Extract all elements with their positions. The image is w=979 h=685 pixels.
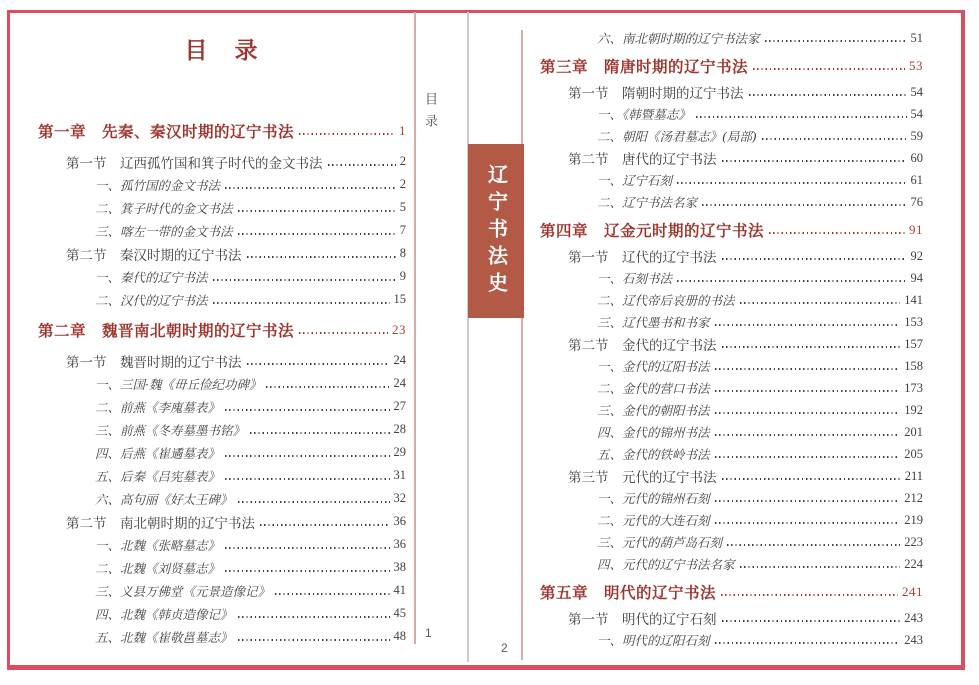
entry-page-number: 53 bbox=[909, 58, 923, 73]
entry-page-number: 201 bbox=[904, 424, 923, 439]
dotted-leader bbox=[677, 280, 906, 282]
dotted-leader bbox=[722, 160, 907, 162]
entry-page-number: 60 bbox=[910, 150, 923, 165]
dotted-leader bbox=[722, 620, 901, 622]
toc-entry-item bbox=[38, 625, 406, 648]
entry-page-number: 224 bbox=[904, 556, 923, 571]
toc-entry-section bbox=[540, 333, 923, 355]
toc-entry-item bbox=[540, 553, 923, 575]
entry-text: 二、箕子时代的金文书法 bbox=[95, 200, 233, 216]
entry-text: 第二节 金代的辽宁书法 bbox=[568, 338, 717, 353]
page-number-right: 2 bbox=[501, 641, 508, 655]
dotted-leader bbox=[225, 455, 389, 457]
dotted-leader bbox=[247, 256, 396, 258]
toc-entry-item bbox=[540, 399, 923, 421]
entry-page-number: 2 bbox=[399, 154, 406, 168]
dotted-leader bbox=[213, 279, 396, 281]
entry-text: 一、明代的辽阳石刻 bbox=[597, 633, 710, 648]
toc-entry-item bbox=[540, 509, 923, 531]
toc-entry-item bbox=[38, 418, 406, 441]
spine-toc-label: 目录 bbox=[423, 92, 438, 136]
entry-page-number: 192 bbox=[904, 402, 923, 417]
entry-text: 一、金代的辽阳书法 bbox=[597, 359, 710, 374]
entry-text: 第一节 辽西孤竹国和箕子时代的金文书法 bbox=[66, 155, 323, 171]
dotted-leader bbox=[225, 570, 389, 572]
toc-entry-item bbox=[38, 265, 406, 288]
dotted-leader bbox=[238, 210, 396, 212]
dotted-leader bbox=[749, 94, 907, 96]
entry-text: 一、石刻书法 bbox=[597, 271, 673, 286]
entry-page-number: 141 bbox=[904, 292, 923, 307]
dotted-leader bbox=[238, 501, 390, 503]
page-edge-rule-middle bbox=[467, 12, 469, 662]
entry-text: 二、辽宁书法名家 bbox=[597, 195, 698, 210]
toc-entry-item bbox=[540, 169, 923, 191]
entry-text: 第一节 明代的辽宁石刻 bbox=[568, 612, 717, 627]
entry-page-number: 24 bbox=[393, 376, 406, 390]
entry-text: 二、前燕《李廆墓表》 bbox=[95, 399, 221, 415]
entry-page-number: 5 bbox=[399, 200, 406, 214]
toc-title: 目 录 bbox=[184, 38, 260, 63]
dotted-leader bbox=[715, 522, 901, 524]
dotted-leader bbox=[247, 363, 390, 365]
entry-text: 三、喀左一带的金文书法 bbox=[95, 223, 233, 239]
toc-entry-item bbox=[38, 533, 406, 556]
toc-entry-item bbox=[38, 579, 406, 602]
toc-entry-section bbox=[38, 349, 406, 372]
dotted-leader bbox=[702, 204, 906, 206]
entry-page-number: 91 bbox=[909, 222, 923, 237]
entry-page-number: 54 bbox=[910, 106, 923, 121]
dotted-leader bbox=[762, 138, 907, 140]
toc-entry-item bbox=[540, 311, 923, 333]
dotted-leader bbox=[275, 593, 389, 595]
entry-text: 六、南北朝时期的辽宁书法家 bbox=[597, 31, 760, 46]
entry-page-number: 205 bbox=[904, 446, 923, 461]
entry-page-number: 241 bbox=[902, 584, 923, 599]
entry-text: 第一节 隋朝时期的辽宁书法 bbox=[568, 86, 744, 101]
dotted-leader bbox=[238, 233, 396, 235]
dotted-leader bbox=[225, 409, 389, 411]
entry-text: 四、金代的锦州书法 bbox=[597, 425, 710, 440]
dotted-leader bbox=[715, 500, 901, 502]
dotted-leader bbox=[740, 302, 901, 304]
dotted-leader bbox=[721, 594, 898, 596]
entry-text: 五、后秦《吕宪墓表》 bbox=[95, 468, 221, 484]
entry-text: 五、金代的铁岭书法 bbox=[597, 447, 710, 462]
entry-text: 二、辽代帝后哀册的书法 bbox=[597, 293, 735, 308]
toc-entry-item bbox=[38, 173, 406, 196]
toc-entry-item bbox=[38, 196, 406, 219]
dotted-leader bbox=[225, 547, 389, 549]
dotted-leader bbox=[715, 324, 901, 326]
entry-text: 第一章 先秦、秦汉时期的辽宁书法 bbox=[38, 124, 295, 141]
entry-text: 三、前燕《冬寿墓墨书铭》 bbox=[95, 422, 246, 438]
entry-text: 二、金代的营口书法 bbox=[597, 381, 710, 396]
entry-page-number: 223 bbox=[904, 534, 923, 549]
entry-text: 六、高句丽《好太王碑》 bbox=[95, 491, 233, 507]
entry-text: 第三章 隋唐时期的辽宁书法 bbox=[540, 59, 749, 76]
entry-page-number: 7 bbox=[399, 223, 406, 237]
toc-entry-item bbox=[540, 421, 923, 443]
entry-text: 第二节 唐代的辽宁书法 bbox=[568, 152, 717, 167]
toc-entry-item bbox=[540, 377, 923, 399]
toc-entry-item bbox=[38, 441, 406, 464]
entry-text: 三、金代的朝阳书法 bbox=[597, 403, 710, 418]
entry-page-number: 94 bbox=[910, 270, 923, 285]
entry-page-number: 243 bbox=[904, 610, 923, 625]
entry-text: 一、《韩暨墓志》 bbox=[597, 107, 691, 122]
entry-page-number: 36 bbox=[393, 514, 406, 528]
entry-page-number: 29 bbox=[393, 445, 406, 459]
entry-page-number: 54 bbox=[910, 84, 923, 99]
page-edge-rule-left bbox=[414, 12, 416, 644]
toc-entry-section bbox=[38, 150, 406, 173]
dotted-leader bbox=[677, 182, 906, 184]
entry-text: 第五章 明代的辽宁书法 bbox=[540, 585, 717, 602]
entry-page-number: 24 bbox=[393, 353, 406, 367]
dotted-leader bbox=[328, 164, 396, 166]
toc-entry-item bbox=[540, 487, 923, 509]
toc-entry-item bbox=[38, 219, 406, 242]
entry-text: 一、孤竹国的金文书法 bbox=[95, 177, 221, 193]
entry-text: 一、辽宁石刻 bbox=[597, 173, 673, 188]
dotted-leader bbox=[225, 478, 389, 480]
entry-text: 第一节 魏晋时期的辽宁书法 bbox=[66, 354, 242, 370]
entry-page-number: 59 bbox=[910, 128, 923, 143]
toc-entry-chapter bbox=[540, 580, 923, 604]
dotted-leader bbox=[727, 544, 900, 546]
toc-entry-section bbox=[540, 465, 923, 487]
toc-entry-item bbox=[540, 125, 923, 147]
dotted-leader bbox=[769, 232, 905, 234]
toc-entry-item bbox=[38, 602, 406, 625]
entry-page-number: 9 bbox=[399, 269, 406, 283]
entry-page-number: 76 bbox=[910, 194, 923, 209]
entry-text: 第四章 辽金元时期的辽宁书法 bbox=[540, 223, 765, 240]
toc-entry-item bbox=[38, 464, 406, 487]
entry-page-number: 51 bbox=[910, 30, 923, 45]
toc-entry-item bbox=[540, 443, 923, 465]
dotted-leader bbox=[260, 524, 390, 526]
toc-entry-chapter bbox=[540, 54, 923, 78]
entry-page-number: 1 bbox=[399, 123, 406, 138]
entry-page-number: 92 bbox=[910, 248, 923, 263]
entry-page-number: 23 bbox=[392, 322, 406, 337]
entry-text: 第三节 元代的辽宁书法 bbox=[568, 470, 717, 485]
entry-text: 二、汉代的辽宁书法 bbox=[95, 292, 208, 308]
entry-page-number: 45 bbox=[393, 606, 406, 620]
entry-text: 五、北魏《崔敬邕墓志》 bbox=[95, 629, 233, 645]
toc-entry-item bbox=[540, 355, 923, 377]
toc-entry-chapter bbox=[540, 218, 923, 242]
toc-entry-item bbox=[38, 395, 406, 418]
entry-text: 第二节 南北朝时期的辽宁书法 bbox=[66, 515, 255, 531]
toc-entry-item bbox=[540, 531, 923, 553]
entry-page-number: 8 bbox=[399, 246, 406, 260]
toc-entry-item bbox=[38, 487, 406, 510]
entry-text: 第一节 辽代的辽宁书法 bbox=[568, 250, 717, 265]
entry-text: 一、三国·魏《毌丘俭纪功碑》 bbox=[95, 376, 262, 392]
entry-page-number: 61 bbox=[910, 172, 923, 187]
entry-text: 一、元代的锦州石刻 bbox=[597, 491, 710, 506]
dotted-leader bbox=[715, 412, 901, 414]
dotted-leader bbox=[238, 639, 390, 641]
toc-entry-chapter bbox=[38, 317, 406, 343]
entry-page-number: 41 bbox=[393, 583, 406, 597]
toc-entry-item bbox=[540, 191, 923, 213]
entry-text: 三、义县万佛堂《元景造像记》 bbox=[95, 583, 271, 599]
dotted-leader bbox=[740, 566, 901, 568]
toc-entry-section bbox=[540, 245, 923, 267]
toc-entries-right bbox=[540, 27, 923, 651]
toc-entry-chapter bbox=[38, 118, 406, 144]
toc-entry-section bbox=[540, 607, 923, 629]
dotted-leader bbox=[266, 386, 389, 388]
entry-page-number: 158 bbox=[904, 358, 923, 373]
entry-page-number: 31 bbox=[393, 468, 406, 482]
dotted-leader bbox=[753, 68, 905, 70]
entry-text: 四、后燕《崔遹墓表》 bbox=[95, 445, 221, 461]
toc-entry-section bbox=[540, 147, 923, 169]
spine-book-title: 辽宁书法史 bbox=[484, 163, 507, 299]
entry-page-number: 2 bbox=[399, 177, 406, 191]
entry-text: 二、朝阳《汤君墓志》(局部) bbox=[597, 129, 757, 144]
dotted-leader bbox=[722, 346, 901, 348]
entry-text: 四、北魏《韩贞造像记》 bbox=[95, 606, 233, 622]
toc-entry-item bbox=[540, 629, 923, 651]
dotted-leader bbox=[715, 456, 901, 458]
entry-page-number: 243 bbox=[904, 632, 923, 647]
dotted-leader bbox=[696, 116, 907, 118]
toc-entry-item bbox=[38, 288, 406, 311]
dotted-leader bbox=[250, 432, 389, 434]
entry-text: 三、元代的葫芦岛石刻 bbox=[597, 535, 723, 550]
toc-entry-section bbox=[540, 81, 923, 103]
dotted-leader bbox=[238, 616, 390, 618]
page-number-left: 1 bbox=[425, 626, 432, 640]
entry-page-number: 32 bbox=[393, 491, 406, 505]
dotted-leader bbox=[715, 390, 901, 392]
toc-entry-item bbox=[540, 27, 923, 49]
entry-page-number: 15 bbox=[393, 292, 406, 306]
toc-entry-section bbox=[38, 242, 406, 265]
entry-text: 三、辽代墨书和书家 bbox=[597, 315, 710, 330]
entry-text: 二、元代的大连石刻 bbox=[597, 513, 710, 528]
dotted-leader bbox=[225, 187, 396, 189]
toc-entry-item bbox=[38, 556, 406, 579]
dotted-leader bbox=[765, 40, 907, 42]
entry-page-number: 153 bbox=[904, 314, 923, 329]
toc-entries-left bbox=[38, 112, 406, 648]
entry-page-number: 38 bbox=[393, 560, 406, 574]
dotted-leader bbox=[715, 642, 901, 644]
spine-book-title-box bbox=[468, 144, 524, 318]
toc-entry-item bbox=[540, 103, 923, 125]
toc-entry-item bbox=[540, 267, 923, 289]
toc-entry-item bbox=[38, 372, 406, 395]
entry-text: 一、北魏《张略墓志》 bbox=[95, 537, 221, 553]
entry-page-number: 28 bbox=[393, 422, 406, 436]
entry-page-number: 157 bbox=[904, 336, 923, 351]
dotted-leader bbox=[299, 332, 388, 334]
dotted-leader bbox=[213, 302, 390, 304]
entry-page-number: 219 bbox=[904, 512, 923, 527]
entry-text: 第二章 魏晋南北朝时期的辽宁书法 bbox=[38, 323, 295, 340]
entry-page-number: 27 bbox=[393, 399, 406, 413]
entry-text: 二、北魏《刘贤墓志》 bbox=[95, 560, 221, 576]
entry-text: 第二节 秦汉时期的辽宁书法 bbox=[66, 247, 242, 263]
entry-page-number: 211 bbox=[904, 468, 923, 483]
entry-page-number: 48 bbox=[393, 629, 406, 643]
dotted-leader bbox=[715, 434, 901, 436]
toc-entry-section bbox=[38, 510, 406, 533]
entry-page-number: 36 bbox=[393, 537, 406, 551]
entry-page-number: 212 bbox=[904, 490, 923, 505]
dotted-leader bbox=[722, 258, 907, 260]
dotted-leader bbox=[715, 368, 901, 370]
entry-text: 四、元代的辽宁书法名家 bbox=[597, 557, 735, 572]
page-edge-rule-right bbox=[521, 30, 523, 660]
toc-entry-item bbox=[540, 289, 923, 311]
dotted-leader bbox=[299, 133, 395, 135]
dotted-leader bbox=[722, 478, 901, 480]
entry-page-number: 173 bbox=[904, 380, 923, 395]
entry-text: 一、秦代的辽宁书法 bbox=[95, 269, 208, 285]
